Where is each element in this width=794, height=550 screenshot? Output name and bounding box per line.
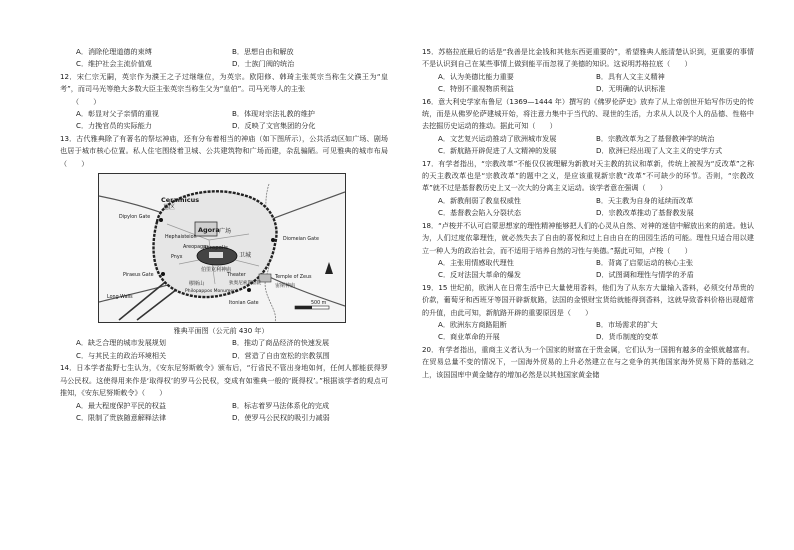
map-cn-label-cemetery: 墓区 (163, 204, 176, 212)
q12-options (60, 108, 388, 133)
map-label-long-walls: Long Walls (107, 295, 133, 301)
q15-options (422, 71, 754, 96)
q11-option-a[interactable]: A．消除伦理道德的束缚 (76, 47, 152, 56)
q13-option-a[interactable]: A．缺乏合理的城市发展规划 (76, 338, 166, 348)
q19-option-b[interactable]: B．市场需求的扩大 (596, 319, 658, 329)
q18-option-a[interactable]: A．主张用情感取代理性 (438, 257, 514, 267)
map-cn-label-muses: 缪斯山 (189, 281, 205, 288)
q11-option-b[interactable]: B．思想自由和解放 (232, 47, 294, 56)
q16-option-c[interactable]: C．新航路开辟促进了人文精神的发展 (438, 146, 557, 156)
q14-option-a[interactable]: A．最大程度保护平民的权益 (76, 400, 166, 410)
q14-text: 14．日本学者盐野七生认为，《安东尼努斯敕令》颁布后，“行省民不管出身地如何，任何人都能获得罗马公民权。这使得用来作是‘取得权’的罗马公民权，变成有如雅典一般的‘既得权’。”根据该学者的观点可推知，《安东尼努斯敕令》（ ） (60, 363, 388, 398)
map-cn-label-zeus: 宙斯神庙 (275, 283, 296, 290)
map-label-philopappos: Philopappos Monument (185, 289, 238, 295)
q14-option-c[interactable]: C．限制了贵族随意解释法律 (76, 412, 167, 422)
map-label-areopagus: Areopagus (183, 245, 209, 251)
q15-option-c[interactable]: C．特别不重视物质利益 (438, 84, 514, 94)
q16-options (422, 133, 754, 158)
athens-map-figure (98, 173, 344, 337)
q12-answer-blank[interactable]: （ ） (72, 96, 101, 106)
q16-text: 16．意大利史学家布鲁尼（1369—1444 年）撰写的《佛罗伦萨史》放弃了从上帝创世开始写作历史的传统，而是从佛罗伦萨建城开始，将注意力集中于当代的、现世的生活，力求从人以及个人的品德、性格中去挖掘历史运动的推动。据此可知（ ） (422, 96, 754, 131)
q20-text: 20．有学者指出，重商主义者认为一个国家的财富在于贵金属，它们认为一国拥有越多的金银就越富有。在贸易总量不变的情况下，一国海外贸易的上升必然建立在与之竞争的其他国家海外贸易下降的基础之上，该国国库中黄金储存的增加必然是以其他国家黄金储 (422, 344, 754, 379)
q19-text: 19．15 世纪前，欧洲人在日常生活中已大量使用香料，他们为了从东方大量输入香料，必须交付昂贵的价款，葡萄牙和西班牙等国开辟新航路，法国的金银财宝货给就能得到香料，这就导致香料价格出现超常的升值，由此可知，新航路开辟的重要原因是（ ） (422, 282, 754, 317)
q12-option-a[interactable]: A．彰显对父子亲情的重视 (76, 109, 159, 119)
map-label-piraeus-gate: Piraeus Gate (123, 273, 154, 279)
q15-option-a[interactable]: A．认为美德比能力重要 (438, 71, 514, 81)
q16-option-d[interactable]: D．欧洲已经出现了人文主义的史学方式 (596, 146, 723, 156)
q17-option-d[interactable]: D．宗教改革推动了基督教发展 (596, 208, 694, 218)
q16-option-b[interactable]: B．宗教改革为之了基督教神学的统治 (596, 133, 715, 143)
map-label-agora: Agora (198, 226, 220, 235)
q17-option-c[interactable]: C．基督教会陷入分裂状态 (438, 208, 521, 218)
map-label-itonian-gate: Itonian Gate (229, 301, 259, 307)
q12-option-b[interactable]: B．体现对宗法礼教的维护 (232, 109, 315, 119)
q14-options (60, 400, 388, 425)
map-cn-label-dionysus: 狄奥尼索斯剧院 (229, 281, 262, 287)
map-label-ceramicus: Ceramicus (161, 196, 200, 205)
q19-option-a[interactable]: A．欧洲东方商路阻断 (438, 319, 507, 329)
q15-text: 15．苏格拉底最后的话是“我善是比金钱和其他东西更重要的”，希望雅典人能清楚认识到，更重要的事情不是认识到自己在某些事情上做到能平而忽视了美德的知识。这说明苏格拉底（ ） (422, 47, 754, 69)
right-column (422, 46, 754, 381)
q12-option-c[interactable]: C．力挽官员的实际能力 (76, 121, 152, 131)
q13-options (60, 337, 388, 362)
map-caption: 雅典平面图（公元前 430 年） (173, 327, 269, 336)
map-label-temple-of-zeus: Temple of Zeus (275, 275, 312, 281)
q19-options (422, 319, 754, 344)
q18-option-b[interactable]: B．背离了启蒙运动的核心主张 (596, 257, 694, 267)
q17-option-a[interactable]: A．新教削弱了教皇权威性 (438, 195, 521, 205)
q11-options (60, 46, 388, 71)
q15-option-d[interactable]: D．无明确的认识标准 (596, 84, 666, 94)
q17-option-b[interactable]: B．天主教为自身的延续而改革 (596, 195, 694, 205)
left-column (60, 46, 388, 424)
q19-option-c[interactable]: C．商业革命的开展 (438, 332, 500, 342)
map-label-pnyx: Pnyx (171, 255, 183, 261)
q12-text: 12．宋仁宗无嗣，英宗作为濮王之子过继继位，为英宗。欧阳修、韩琦主张英宗当称生父濮王为“皇考”，而司马光等绝大多数大臣主张英宗当称生父为“皇伯”。司马光等人的主张 (60, 71, 388, 94)
map-label-theater: Theater (227, 273, 246, 279)
map-label-dipylon-gate: Dipylon Gate (119, 215, 151, 221)
map-label-diomeian-gate: Diomeian Gate (283, 237, 319, 243)
q18-option-c[interactable]: C．反对法国大革命的爆发 (438, 270, 521, 280)
map-cn-label-pericles: 伯里克利神庙 (201, 267, 232, 274)
q11-option-d[interactable]: D．士族门阀的统治 (232, 59, 295, 69)
q18-text: 18．“卢梭并不认可启蒙思想家的理性精神能够把人们的心灵从自然、对神的迷信中解放出来的前进。他认为，人们过度依靠理性，就必然失去了自由的喜悦和过上自由自在的田园生活的可能。理性只适合用以建立一种人为的政治社会，而不适用于培养自然的习性与美德。”据此可知，卢梭（ ） (422, 220, 754, 255)
map-cn-label-agora: 广场 (219, 228, 232, 236)
q17-options (422, 195, 754, 220)
map-cn-label-acropolis: 卫城 (239, 252, 252, 260)
q16-option-a[interactable]: A．文艺复兴运动推动了欧洲城市发展 (438, 133, 557, 143)
q14-option-b[interactable]: B．标志着罗马法体系化的完成 (232, 400, 330, 410)
q18-options (422, 257, 754, 282)
athens-map (98, 173, 346, 323)
q13-text: 13．古代雅典除了有著名的祭坛神庙，还有分布着相当的神庙（如下图所示），公共活动区如广场、剧场也居于城市核心位置。私人住宅围绕着卫城、公共建筑物和广场而建，杂乱骗陋。可见雅典的城市布局（ ） (60, 133, 388, 168)
map-label-hephaisteion: Hephaisteion (165, 235, 197, 241)
q13-option-d[interactable]: D．营造了自由宽松的宗教氛围 (232, 350, 330, 360)
q11-option-c[interactable]: C．维护社会主流价值观 (76, 59, 152, 69)
q12-option-d[interactable]: D．反映了文官集团的分化 (232, 121, 316, 131)
q17-text: 17．有学者指出，“宗教改革”不能仅仅被理解为新教对天主教的抗议和革新，传统上被视为“反改革”之称的天主教改革也是“宗教改革”的题中之义，是应该重视新宗教“改革”不可缺少的环节。否则，“宗教改革”就不过是基督教历史上又一次大的分离主义运动。该学者意在强调（ ） (422, 158, 754, 193)
q14-option-d[interactable]: D．使罗马公民权的吸引力减弱 (232, 412, 330, 422)
q18-option-d[interactable]: D．试图调和理性与情学的矛盾 (596, 270, 694, 280)
q13-option-b[interactable]: B．推动了商品经济的快速发展 (232, 338, 330, 348)
map-label-acropolis: Acropolis (203, 245, 228, 252)
map-scale-label: 500 m (311, 301, 327, 307)
q15-option-b[interactable]: B．具有人文主义精神 (596, 71, 665, 81)
q19-option-d[interactable]: D．货币制度的变革 (596, 332, 659, 342)
q13-option-c[interactable]: C．与其民主的政治环境相关 (76, 350, 167, 360)
